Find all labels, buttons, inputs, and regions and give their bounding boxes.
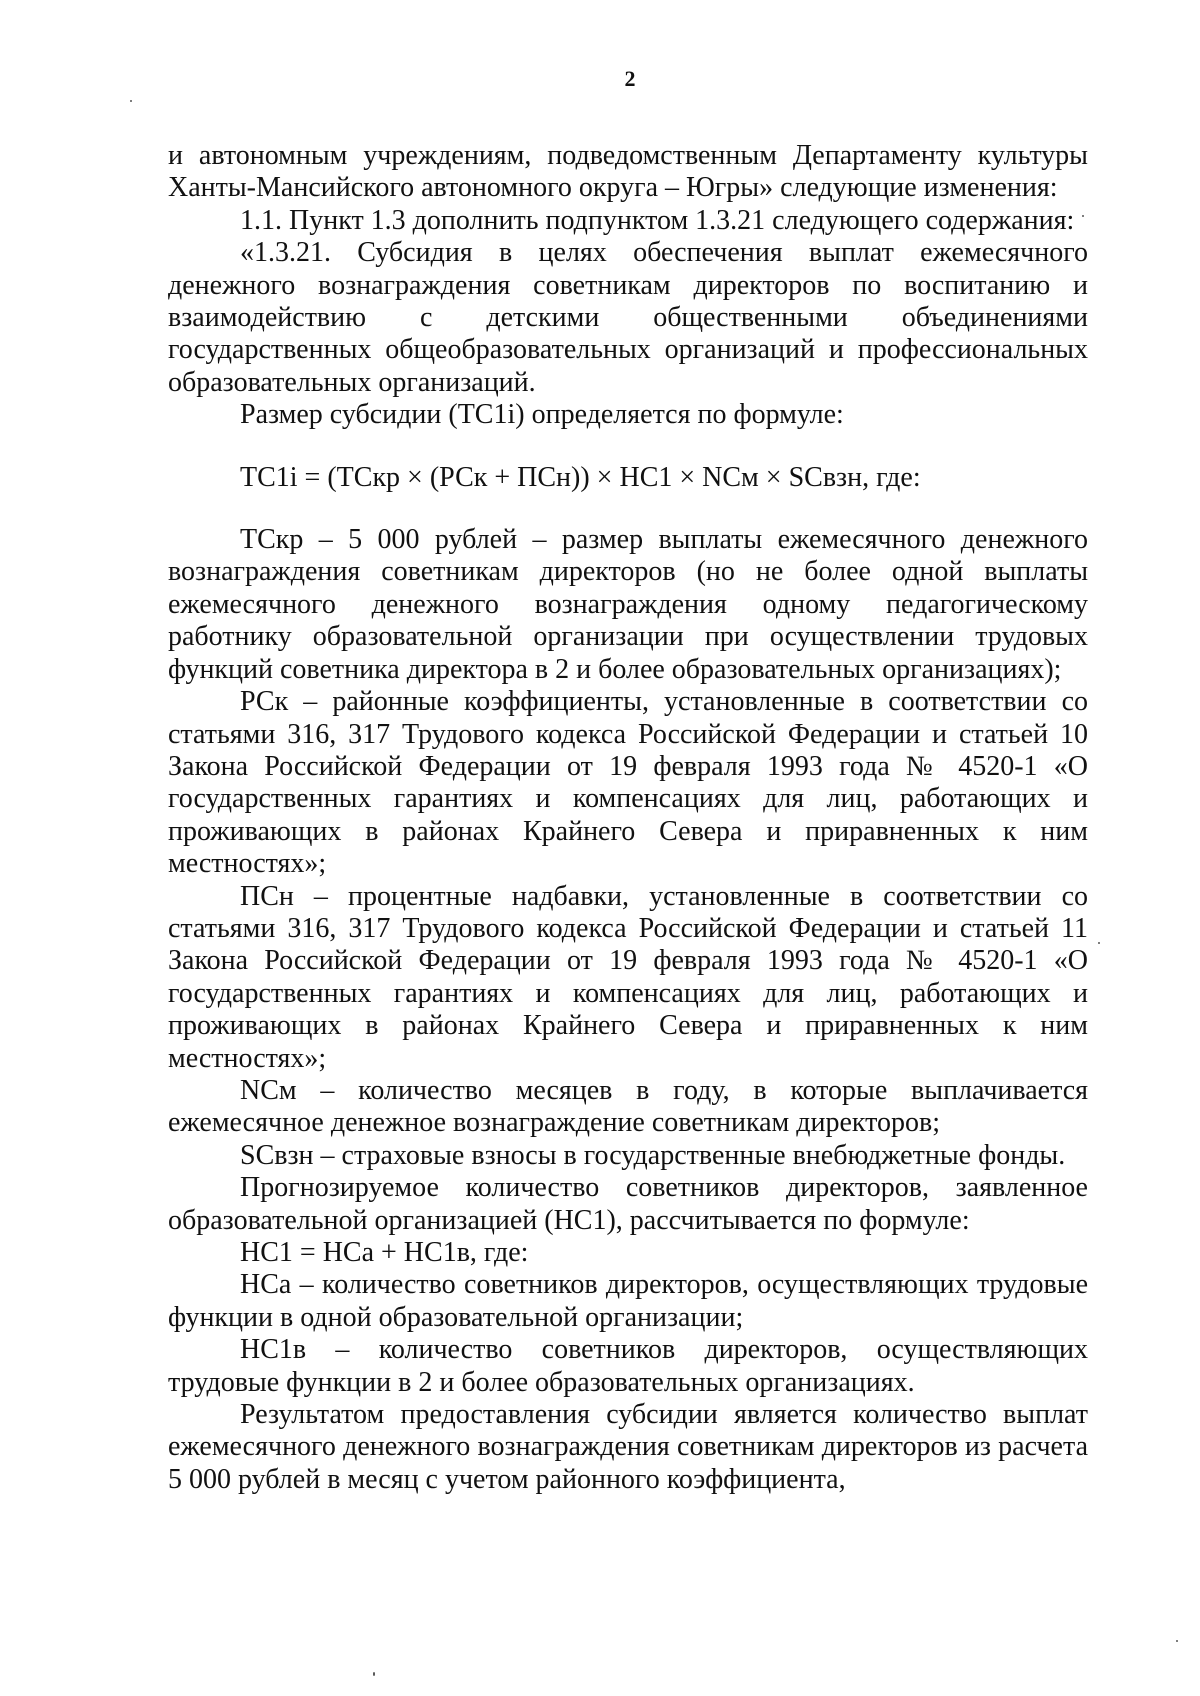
definition-psn: ПСн – процентные надбавки, установленные в соответствии со статьями 316, 317 Трудового кодекса Российской Федерации и статьей 11 Закона Российской Федерации от 19 февраля 1993 года № 4520-1 «О государственных гарантиях и компенсациях для лиц, работающих и проживающих в районах Крайнего Севера и приравненных к ним местностях»; [168,880,1088,1074]
paragraph-subsidy-purpose: «1.3.21. Субсидия в целях обеспечения выплат ежемесячного денежного вознаграждения советникам директоров по воспитанию и взаимодействию с детскими общественными объединениями государственных общеобразовательных организаций и профессиональных образовательных организаций. [168,237,1088,398]
paragraph-intro: и автономным учреждениям, подведомственным Департаменту культуры Ханты-Мансийского автономного округа – Югры» следующие изменения: [168,140,1088,204]
scan-speck [1176,1640,1178,1642]
scan-speck [1082,215,1084,217]
definition-rsk: РСк – районные коэффициенты, установленные в соответствии со статьями 316, 317 Трудового кодекса Российской Федерации и статьей 10 Закона Российской Федерации от 19 февраля 1993 года № 4520-1 «О государственных гарантиях и компенсациях для лиц, работающих и проживающих в районах Крайнего Севера и приравненных к ним местностях»; [168,686,1088,880]
paragraph-result: Результатом предоставления субсидии является количество выплат ежемесячного денежного вознаграждения советникам директоров из расчета 5 000 рублей в месяц с учетом районного коэффициента, [168,1399,1088,1495]
scan-speck [130,100,132,102]
definition-svzn: SСвзн – страховые взносы в государственные внебюджетные фонды. [240,1139,1066,1171]
definition-nsa: НСа – количество советников директоров, осуществляющих трудовые функции в одной образовательной организации; [168,1269,1088,1333]
document-body [168,140,1088,1496]
scan-speck [373,1672,375,1676]
formula-ns1: НС1 = НСа + НС1в, где: [240,1237,529,1268]
definition-tskr: ТСкр – 5 000 рублей – размер выплаты ежемесячного денежного вознаграждения советникам директоров (но не более одной выплаты ежемесячного денежного вознаграждения одному педагогическому работнику образовательной организации при осуществлении трудовых функций советника директора в 2 и более образовательных организациях); [168,524,1088,685]
paragraph-subsidy-size: Размер субсидии (ТС1i) определяется по формуле: [240,399,844,431]
definition-ns1v: НС1в – количество советников директоров, осуществляющих трудовые функции в 2 и более образовательных организациях. [168,1334,1088,1398]
formula-tc1i: ТС1i = (ТСкр × (РСк + ПСн)) × НС1 × NСм × SСвзн, где: [240,461,921,493]
scan-speck [1098,942,1100,944]
paragraph-forecast: Прогнозируемое количество советников директоров, заявленное образовательной организацией (НС1), рассчитывается по формуле: [168,1172,1088,1236]
definition-nsm: NСм – количество месяцев в году, в которые выплачивается ежемесячное денежное вознаграждение советникам директоров; [168,1074,1088,1139]
paragraph-item-1-1: 1.1. Пункт 1.3 дополнить подпунктом 1.3.21 следующего содержания: [240,204,1075,236]
page-number: 2 [624,66,636,91]
